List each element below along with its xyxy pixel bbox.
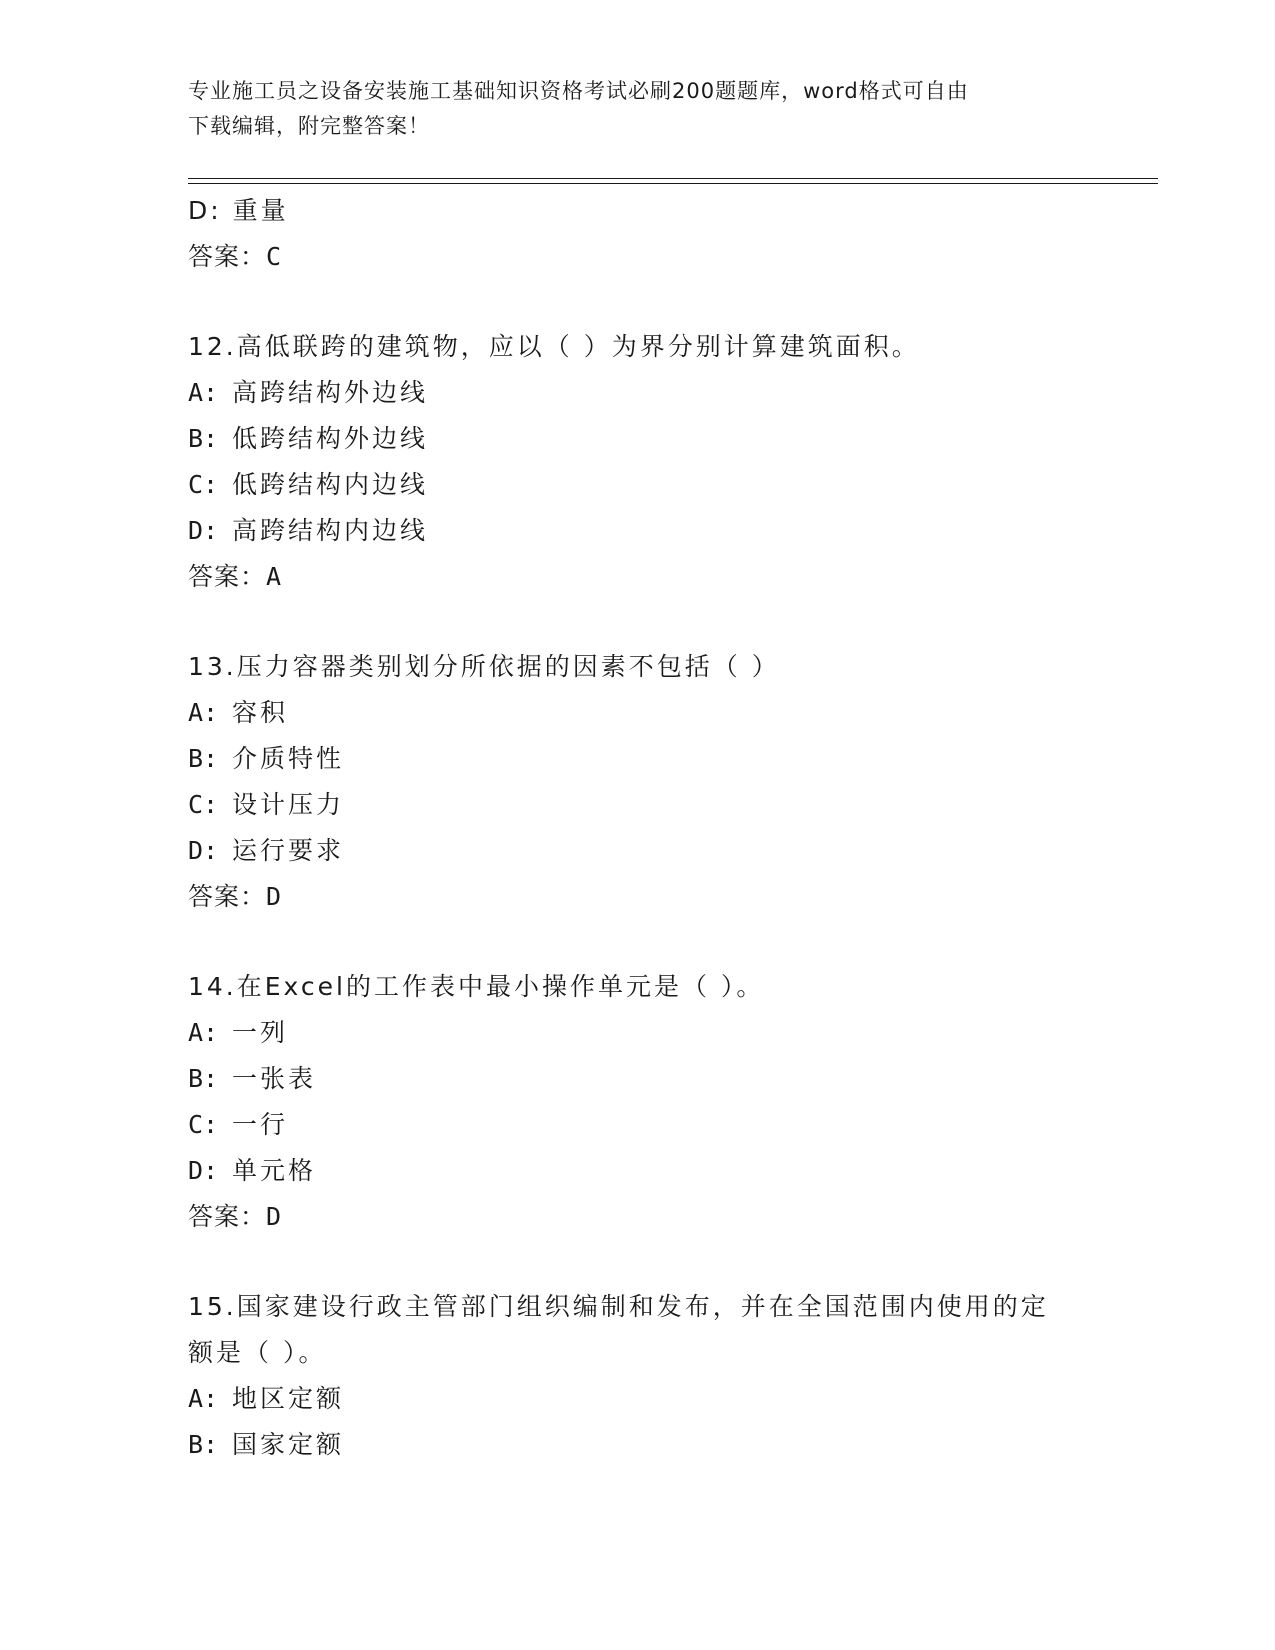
option-b — [188, 1056, 1148, 1102]
spacer — [188, 600, 1148, 644]
question-stem: 14.在Excel的工作表中最小操作单元是（ ）。 — [188, 972, 765, 1001]
option-text: 高跨结构内边线 — [232, 516, 429, 545]
header-divider-top — [188, 178, 1158, 179]
option-letter: B: — [188, 744, 219, 773]
option-letter: A: — [188, 1018, 219, 1047]
question-13 — [188, 644, 1148, 920]
option-text: 容积 — [232, 698, 289, 727]
answer-label: 答案： — [188, 562, 267, 591]
answer-value: C — [266, 242, 283, 271]
option-letter: A: — [188, 378, 219, 407]
answer-label: 答案： — [188, 1202, 267, 1231]
option-letter: A: — [188, 1384, 219, 1413]
option-text: 地区定额 — [232, 1384, 345, 1413]
option-letter: B: — [188, 1064, 219, 1093]
option-c — [188, 1102, 1148, 1148]
header-title-line-2: 下载编辑，附完整答案！ — [188, 114, 430, 138]
question-12 — [188, 324, 1148, 600]
option-a — [188, 370, 1148, 416]
option-letter: D: — [188, 516, 219, 545]
question-list — [188, 188, 1148, 1468]
header-divider-bottom — [188, 183, 1158, 184]
option-c — [188, 462, 1148, 508]
option-a — [188, 1010, 1148, 1056]
option-letter: C: — [188, 790, 219, 819]
option-letter: D: — [188, 836, 219, 865]
option-letter: C: — [188, 1110, 219, 1139]
spacer — [188, 920, 1148, 964]
option-d — [188, 508, 1148, 554]
option-text: 国家定额 — [232, 1430, 345, 1459]
header-title-line-1: 专业施工员之设备安装施工基础知识资格考试必刷200题题库，word格式可自由 — [188, 79, 969, 103]
spacer — [188, 280, 1148, 324]
prev-question-answer — [188, 234, 1148, 280]
option-a — [188, 1376, 1148, 1422]
question-stem: 13.压力容器类别划分所依据的因素不包括（ ） — [188, 652, 780, 681]
option-text: 运行要求 — [232, 836, 345, 865]
question-answer — [188, 874, 1148, 920]
question-stem: 12.高低联跨的建筑物，应以（ ）为界分别计算建筑面积。 — [188, 332, 920, 361]
option-letter: D: — [188, 1156, 219, 1185]
answer-label: 答案： — [188, 242, 267, 271]
option-c — [188, 782, 1148, 828]
option-text: 介质特性 — [232, 744, 345, 773]
option-text: 单元格 — [232, 1156, 317, 1185]
answer-label: 答案： — [188, 882, 267, 911]
question-14 — [188, 964, 1148, 1240]
option-text: 一行 — [232, 1110, 289, 1139]
option-letter: B: — [188, 1430, 219, 1459]
option-letter: A: — [188, 698, 219, 727]
question-stem-line-2: 额是（ ）。 — [188, 1338, 327, 1367]
option-letter: C: — [188, 470, 219, 499]
option-text: 设计压力 — [232, 790, 345, 819]
prev-question-option-d: D: 重量 — [188, 196, 289, 225]
question-answer — [188, 554, 1148, 600]
option-text: 一张表 — [232, 1064, 317, 1093]
option-b — [188, 1422, 1148, 1468]
option-d — [188, 1148, 1148, 1194]
option-letter: B: — [188, 424, 219, 453]
option-b — [188, 736, 1148, 782]
answer-value: D — [266, 882, 283, 911]
question-answer — [188, 1194, 1148, 1240]
option-text: 高跨结构外边线 — [232, 378, 429, 407]
option-text: 一列 — [232, 1018, 289, 1047]
document-header — [188, 74, 1088, 144]
answer-value: D — [266, 1202, 283, 1231]
question-stem-line-1: 15.国家建设行政主管部门组织编制和发布，并在全国范围内使用的定 — [188, 1292, 1049, 1321]
spacer — [188, 1240, 1148, 1284]
option-a — [188, 690, 1148, 736]
option-b — [188, 416, 1148, 462]
answer-value: A — [266, 562, 283, 591]
option-text: 低跨结构外边线 — [232, 424, 429, 453]
question-15 — [188, 1284, 1148, 1468]
option-d — [188, 828, 1148, 874]
option-text: 低跨结构内边线 — [232, 470, 429, 499]
